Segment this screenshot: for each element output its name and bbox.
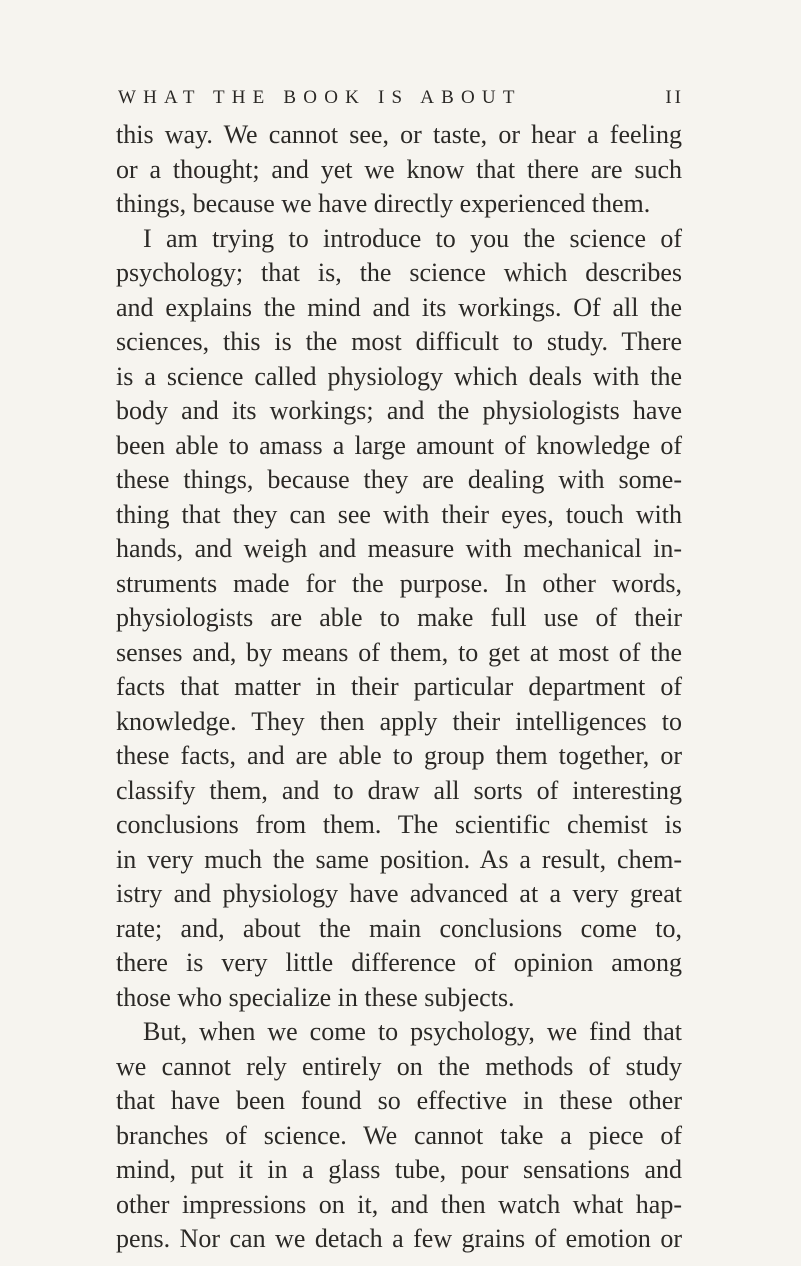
text-line: istry and physiology have advanced at a very great — [116, 879, 682, 908]
text-line: been able to amass a large amount of knowledge of — [116, 430, 682, 460]
text-line: those who specialize in these subjects. — [116, 982, 515, 1012]
text-line: I am trying to introduce to you the science of — [143, 223, 682, 253]
text-line: and explains the mind and its workings. Of all the — [116, 292, 682, 322]
text-line: conclusions from them. The scientific chemist is — [116, 810, 682, 839]
text-line: this way. We cannot see, or taste, or hear a feeling — [116, 120, 682, 149]
text-line: or a thought; and yet we know that there are such — [116, 154, 682, 184]
text-line: struments made for the purpose. In other words, — [116, 568, 682, 598]
text-line: classify them, and to draw all sorts of interesting — [116, 775, 682, 805]
text-line: sciences, this is the most difficult to study. There — [116, 327, 682, 356]
text-line: But, when we come to psychology, we find that — [143, 1017, 682, 1046]
text-line: senses and, by means of them, to get at most of the — [116, 637, 682, 667]
text-line: physiologists are able to make full use of their — [116, 603, 682, 632]
running-head — [118, 86, 684, 110]
text-line: mind, put it in a glass tube, pour sensations and — [116, 1155, 682, 1184]
body-text — [116, 118, 682, 1257]
text-line: hands, and weigh and measure with mechanical in- — [116, 534, 682, 563]
text-line: there is very little difference of opinion among — [116, 948, 682, 977]
text-line: these things, because they are dealing with some- — [116, 465, 682, 494]
text-line: in very much the same position. As a result, chem- — [116, 844, 682, 874]
page-number: II — [665, 87, 684, 108]
text-line: thing that they can see with their eyes, touch with — [116, 499, 682, 529]
text-line: branches of science. We cannot take a piece of — [116, 1120, 682, 1150]
text-line: pens. Nor can we detach a few grains of emotion or — [116, 1224, 682, 1253]
text-line: we cannot rely entirely on the methods of study — [116, 1051, 682, 1081]
text-line: knowledge. They then apply their intelligences to — [116, 706, 682, 736]
text-line: facts that matter in their particular department of — [116, 672, 682, 701]
text-line: is a science called physiology which deals with the — [116, 361, 682, 391]
text-line: rate; and, about the main conclusions come to, — [116, 913, 682, 943]
text-line: body and its workings; and the physiologists have — [116, 396, 682, 425]
text-line: these facts, and are able to group them together, or — [116, 741, 682, 770]
text-line: psychology; that is, the science which describes — [116, 258, 682, 287]
text-line: things, because we have directly experienced them. — [116, 189, 651, 218]
text-line: that have been found so effective in these other — [116, 1086, 682, 1115]
running-title: WHAT THE BOOK IS ABOUT — [118, 87, 522, 108]
text-line: other impressions on it, and then watch what hap- — [116, 1189, 682, 1219]
